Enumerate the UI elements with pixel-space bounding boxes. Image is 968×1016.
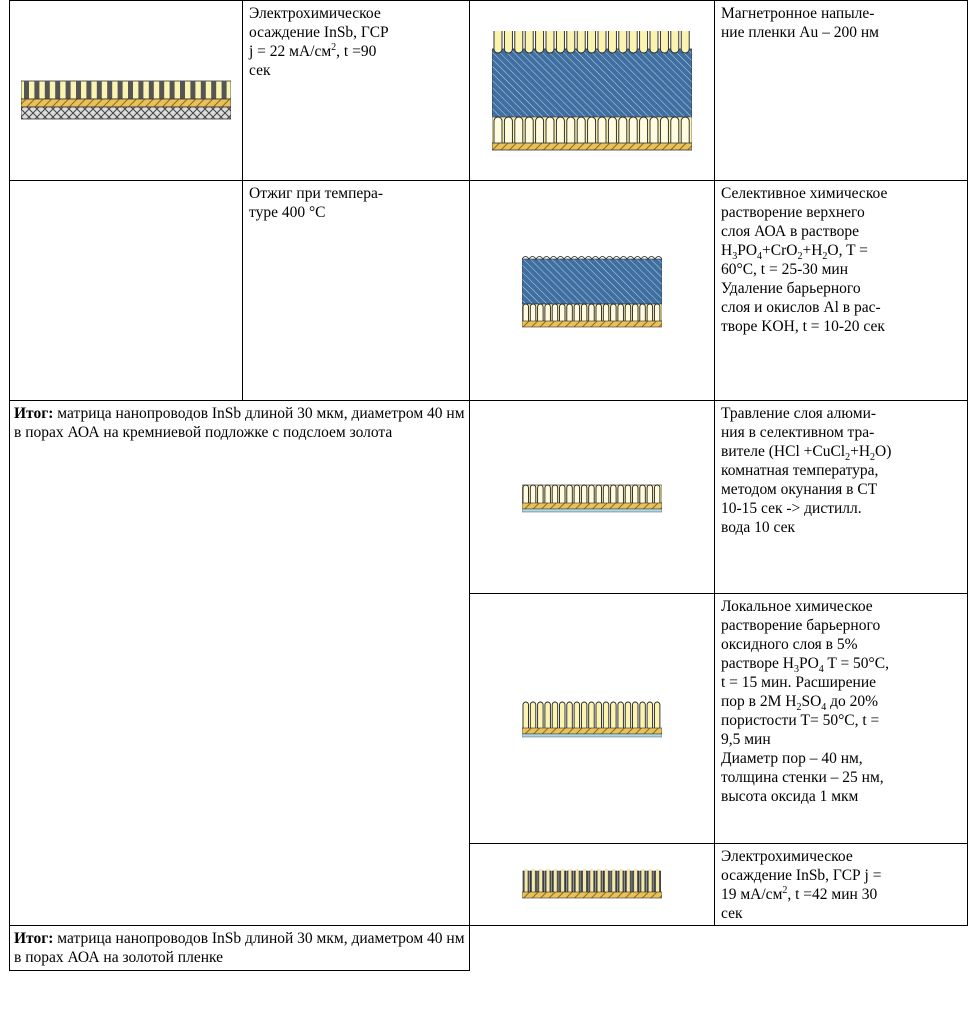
pore (654, 485, 660, 503)
insb-wire (138, 81, 143, 99)
step-annealing (243, 181, 470, 401)
pore-wall (612, 869, 615, 892)
pore (619, 31, 627, 53)
pore (640, 485, 646, 503)
text-line: растворение барьерного (721, 617, 881, 634)
insb-wire (107, 81, 112, 99)
text-line: 10-15 сек -> дистилл. (721, 500, 862, 517)
text-line: O) (875, 443, 892, 460)
insb-wire (170, 81, 175, 99)
subscript: 2 (822, 251, 828, 263)
pore-wall (539, 869, 542, 892)
text-line: 60°C, t = 25-30 мин (721, 261, 849, 278)
pore (598, 117, 606, 143)
pore (538, 304, 544, 321)
text-line: вода 10 сек (721, 519, 796, 536)
pore (560, 304, 566, 321)
insb-wire (201, 81, 206, 99)
pore (618, 304, 624, 321)
insb-wire (24, 81, 29, 99)
pore (608, 31, 616, 53)
pore-wall (532, 869, 535, 892)
pore (608, 117, 616, 143)
pore (654, 304, 660, 321)
insb-wire (97, 81, 102, 99)
pore (611, 304, 617, 321)
pore-wall (576, 869, 579, 892)
step-al-etching (715, 401, 968, 594)
pore (596, 702, 602, 728)
pore (574, 485, 580, 503)
pore (504, 31, 512, 53)
subscript: 4 (821, 702, 827, 714)
pore (611, 702, 617, 728)
pore (681, 31, 689, 53)
pore (577, 117, 585, 143)
pore (640, 117, 648, 143)
pore (494, 31, 502, 53)
pore (625, 304, 631, 321)
pore (552, 304, 558, 321)
insb-wire (159, 81, 164, 99)
text-line: Травление слоя алюми- (721, 405, 877, 422)
pore (552, 485, 558, 503)
pore (567, 702, 573, 728)
pore-wall (590, 869, 593, 892)
pore (523, 702, 529, 728)
pore-wall (547, 869, 550, 892)
pore (596, 485, 602, 503)
text-line: +CrO (762, 242, 798, 259)
pore (633, 702, 639, 728)
pore (650, 117, 658, 143)
subscript: 3 (793, 664, 799, 676)
pore-wall (525, 869, 528, 892)
pore (494, 117, 502, 143)
subscript: 2 (845, 452, 851, 464)
pore (640, 702, 646, 728)
text-line: t = 15 мин. Расширение (721, 674, 877, 691)
text-line: j = 22 мА/см (249, 43, 332, 60)
subscript: 2 (870, 452, 876, 464)
left-result-cell (10, 401, 470, 926)
pore (556, 31, 564, 53)
pore (515, 31, 523, 53)
pore (581, 702, 587, 728)
pore (681, 117, 689, 143)
pore (647, 485, 653, 503)
pore (589, 304, 595, 321)
pore (545, 485, 551, 503)
pore (567, 304, 573, 321)
insb-wire (76, 81, 81, 99)
pore (523, 304, 529, 321)
text-line: T = 50°C, (823, 655, 889, 672)
insb-wire (34, 81, 39, 99)
insb-wire (86, 81, 91, 99)
step-barrier-dissolution (715, 594, 968, 844)
pore (556, 117, 564, 143)
insb-wire (190, 81, 195, 99)
text-line: Электрохимическое (721, 848, 853, 865)
text-line: пор в 2М H (721, 693, 797, 710)
text-line: до 20% (826, 693, 879, 710)
pore (598, 31, 606, 53)
text-line: SO (801, 693, 822, 710)
pore (629, 117, 637, 143)
subscript: 4 (818, 664, 824, 676)
pore (577, 31, 585, 53)
pore-wall (583, 869, 586, 892)
oxide-layer (21, 81, 231, 99)
pore (618, 485, 624, 503)
pore (603, 304, 609, 321)
text-line: ние пленки Au – 200 нм (721, 24, 879, 41)
pore-wall (641, 869, 644, 892)
insb-wire (149, 81, 154, 99)
insb-wire (180, 81, 185, 99)
text-line: сек (249, 62, 271, 79)
pore (633, 304, 639, 321)
pore (515, 117, 523, 143)
pore (611, 485, 617, 503)
text-line: +H (802, 242, 823, 259)
text-line: ния в селективном тра- (721, 424, 875, 441)
superscript: 2 (782, 884, 788, 896)
result-text: матрица нанопроводов InSb длиной 30 мкм, диаметром 40 нм в порах АОА на золотой пленке (14, 930, 465, 966)
pore (552, 702, 558, 728)
text-line: толщина стенки – 25 нм, (721, 769, 884, 786)
pore (574, 702, 580, 728)
superscript: 2 (331, 41, 337, 53)
pore (581, 485, 587, 503)
pore-wall (554, 869, 557, 892)
insb-silicon-diagram (21, 61, 231, 121)
result-label: Итог: (14, 930, 54, 947)
pore (671, 117, 679, 143)
pore-wall (561, 869, 564, 892)
insb-wire (45, 81, 50, 99)
text-line: творе KOH, t = 10-20 сек (721, 318, 885, 335)
text-line: +H (850, 443, 871, 460)
pore (625, 702, 631, 728)
text-line: Отжиг при темпера- (249, 185, 384, 202)
pore (545, 702, 551, 728)
text-line: O, T = (827, 242, 868, 259)
pore (588, 117, 596, 143)
pore (536, 31, 544, 53)
pore (567, 117, 575, 143)
step-electrodeposition-19 (715, 844, 968, 926)
pore (525, 117, 533, 143)
pore (546, 31, 554, 53)
text-line: комнатная температура, (721, 462, 879, 479)
text-line: H (721, 242, 733, 259)
pore-wall (627, 869, 630, 892)
pore (530, 702, 536, 728)
pore-wall (568, 869, 571, 892)
pore (567, 31, 575, 53)
pore (633, 485, 639, 503)
pore-wall (605, 869, 608, 892)
pore (525, 31, 533, 53)
pore (589, 702, 595, 728)
text-line: осаждение InSb, ГСР (249, 24, 389, 41)
text-line: Диаметр пор – 40 нм, (721, 750, 863, 767)
pore (647, 304, 653, 321)
step-magnetron-sputtering (715, 1, 968, 181)
insb-wire (66, 81, 71, 99)
text-line: Электрохимическое (249, 5, 381, 22)
diagram-al-etching (470, 401, 715, 594)
al-etching-diagram (522, 477, 662, 517)
pore (640, 31, 648, 53)
pore (538, 485, 544, 503)
text-line: Селективное химическое (721, 185, 888, 202)
pore-wall (656, 869, 659, 892)
text-line: осаждение InSb, ГСР j = (721, 867, 882, 884)
pore (660, 31, 668, 53)
pore (588, 31, 596, 53)
result-label: Итог: (14, 405, 54, 422)
diagram-insb-deposition (470, 844, 715, 926)
text-line: методом окунания в СТ (721, 481, 878, 498)
pore-wall (634, 869, 637, 892)
text-line: 19 мА/см (721, 886, 783, 903)
pore (596, 304, 602, 321)
subscript: 2 (797, 251, 803, 263)
pore (589, 485, 595, 503)
empty-cell (10, 181, 243, 401)
insb-wire (211, 81, 216, 99)
text-line: туре 400 °С (249, 204, 326, 221)
scallop-edge (522, 256, 662, 259)
subscript: 2 (796, 702, 802, 714)
text-line: пористости T= 50°C, t = (721, 712, 880, 729)
pore (654, 702, 660, 728)
insb-wire (118, 81, 123, 99)
pore-wall (598, 869, 601, 892)
text-line: высота оксида 1 мкм (721, 788, 859, 805)
diagram-barrier-dissolution (470, 594, 715, 844)
insb-wire (128, 81, 133, 99)
pore (538, 702, 544, 728)
text-line: Локальное химическое (721, 598, 873, 615)
text-line: 9,5 мин (721, 731, 771, 748)
result-text: матрица нанопроводов InSb длиной 30 мкм, диаметром 40 нм в порах АОА на кремниевой подложке с подслоем золота (14, 405, 465, 441)
pore (618, 702, 624, 728)
pore-wall (649, 869, 652, 892)
text-line: Удаление барьерного (721, 280, 861, 297)
pore (671, 31, 679, 53)
subscript: 3 (732, 251, 738, 263)
diagram-selective-dissolution (470, 181, 715, 401)
insb-wire (222, 81, 227, 99)
step-electrodeposition-22 (243, 1, 470, 181)
pore (625, 485, 631, 503)
text-line: слоя АОА в растворе (721, 223, 860, 240)
text-line: , t =90 (336, 43, 377, 60)
text-line: растворе H (721, 655, 794, 672)
pore (545, 304, 551, 321)
text-line: вителе (HCl +CuCl (721, 443, 846, 460)
pore (530, 485, 536, 503)
diagram-insb-on-silicon (10, 1, 243, 181)
pore (574, 304, 580, 321)
pore (536, 117, 544, 143)
pore (560, 702, 566, 728)
text-line: растворение верхнего (721, 204, 865, 221)
text-line: PO (737, 242, 758, 259)
insb-wire (55, 81, 60, 99)
pore (629, 31, 637, 53)
pore (546, 117, 554, 143)
pore (603, 485, 609, 503)
pore (650, 31, 658, 53)
text-line: PO (798, 655, 819, 672)
pore (530, 304, 536, 321)
pore-wall (620, 869, 623, 892)
text-line: оксидного слоя в 5% (721, 636, 858, 653)
pore (504, 117, 512, 143)
selective-dissolution-diagram (522, 251, 662, 331)
pore (619, 117, 627, 143)
text-line: Магнетронное напыле- (721, 5, 875, 22)
text-line: сек (721, 905, 743, 922)
process-table (9, 0, 968, 971)
au-sputtering-diagram (492, 31, 692, 151)
pore (660, 117, 668, 143)
insb-deposition-diagram (522, 865, 662, 905)
pore (581, 304, 587, 321)
pore (603, 702, 609, 728)
subscript: 4 (757, 251, 763, 263)
right-result-cell (10, 926, 470, 971)
pore (640, 304, 646, 321)
barrier-dissolution-diagram (522, 694, 662, 744)
pore (560, 485, 566, 503)
step-selective-dissolution (715, 181, 968, 401)
text-line: , t =42 мин 30 (787, 886, 878, 903)
diagram-au-sputtering (470, 1, 715, 181)
pore (647, 702, 653, 728)
pore (523, 485, 529, 503)
text-line: слоя и окислов Al в рас- (721, 299, 881, 316)
pore (567, 485, 573, 503)
